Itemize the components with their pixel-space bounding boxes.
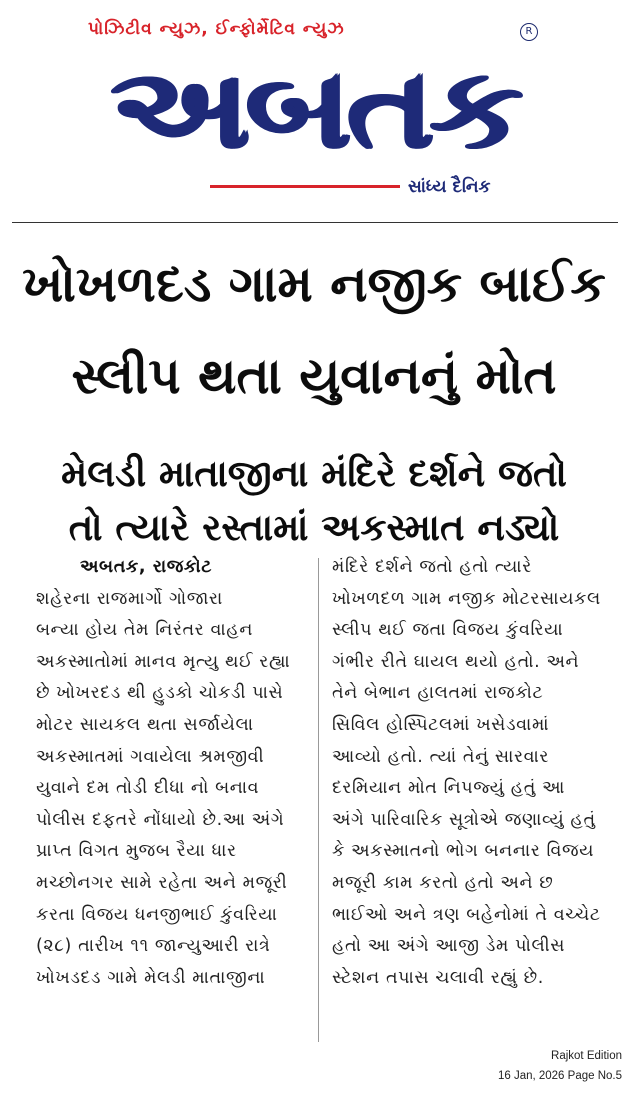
registered-trademark-icon: R xyxy=(520,23,538,41)
article-line: સ્લીપ થઈ જતા વિજય કુંવરિયા xyxy=(332,620,564,641)
article-line: છે ખોખરદડ થી હુડકો ચોકડી પાસે xyxy=(36,683,284,704)
edition-date-page: 16 Jan, 2026 Page No.5 xyxy=(497,1070,622,1082)
masthead-tagline: પોઝિટીવ ન્યુઝ, ઈન્ફોર્મેટિવ ન્યુઝ xyxy=(88,19,345,39)
article-line: આવ્યો હતો. ત્યાં તેનું સારવાર xyxy=(332,746,550,767)
article-column-left xyxy=(36,552,321,1052)
article-line: યુવાને દમ તોડી દીધા નો બનાવ xyxy=(36,778,260,799)
article-line: દરમિયાન મોત નિપજ્યું હતું આ xyxy=(332,778,565,799)
subheadline-line-2: તો ત્યારે રસ્તામાં અકસ્માત નડ્યો xyxy=(68,506,560,549)
headline-line-1: ખોખળદડ ગામ નજીક બાઈક xyxy=(22,255,606,313)
article-line: મોટર સાયકલ થતા સર્જાયેલા xyxy=(36,714,254,735)
article-line: અકસ્માતોમાં માનવ મૃત્યુ થઈ રહ્યા xyxy=(36,651,291,672)
article-line: અકસ્માતમાં ગવાયેલા શ્રમજીવી xyxy=(36,746,265,767)
article-line: પોલીસ દફતરે નોંધાયો છે.આ અંગે xyxy=(36,809,285,830)
edition-bar xyxy=(210,172,540,202)
article-line: મજૂરી કામ કરતો હતો અને છ xyxy=(332,872,554,893)
masthead-divider xyxy=(12,222,618,223)
article-line: શહેરના રાજમાર્ગો ગોજારા xyxy=(36,588,223,609)
article-line: સિવિલ હોસ્પિટલમાં ખસેડવામાં xyxy=(332,714,550,735)
column-divider xyxy=(318,558,319,1042)
article-line: અંગે પારિવારિક સૂત્રોએ જણાવ્યું હતું xyxy=(332,809,596,830)
article-byline: અબતક, રાજકોટ xyxy=(80,557,213,577)
article-line: ભાઈઓ અને ત્રણ બહેનોમાં તે વચ્ચેટ xyxy=(332,904,601,925)
article-line: ખોખડદડ ગામે મેલડી માતાજીના xyxy=(36,967,266,988)
edition-divider-line xyxy=(210,185,400,188)
article-line: મચ્છોનગર સામે રહેતા અને મજૂરી xyxy=(36,872,288,893)
article-line: મંદિરે દર્શને જતો હતો ત્યારે xyxy=(332,557,532,577)
subheadline-line-1: મેલડી માતાજીના મંદિરે દર્શને જતો xyxy=(61,452,567,495)
article-column-right xyxy=(332,552,617,1052)
article-line: બન્યા હોય તેમ નિરંતર વાહન xyxy=(36,620,253,641)
edition-footer xyxy=(460,1046,622,1086)
article-line: ખોખળદળ ગામ નજીક મોટરસાયકલ xyxy=(332,588,601,609)
article-line: કરતા વિજય ધનજીભાઈ કુંવરિયા xyxy=(36,904,278,925)
article-line: કે અકસ્માતનો ભોગ બનનાર વિજય xyxy=(332,841,595,862)
edition-name: Rajkot Edition xyxy=(551,1050,622,1062)
headline-line-2: સ્લીપ થતા યુવાનનું મોત xyxy=(71,347,557,405)
article-line: હતો આ અંગે આજી ડેમ પોલીસ xyxy=(332,936,566,957)
article-line: (૨૮) તારીખ ૧૧ જાન્યુઆરી રાત્રે xyxy=(36,936,271,957)
article-line: ગંભીર રીતે ઘાયલ થયો હતો. અને xyxy=(332,651,580,672)
edition-type-label: સાંધ્ય દૈનિક xyxy=(408,177,491,197)
article-line: સ્ટેશન તપાસ ચલાવી રહ્યું છે. xyxy=(332,967,544,988)
article-line: તેને બેભાન હાલતમાં રાજકોટ xyxy=(332,683,544,704)
newspaper-logo: અબતક xyxy=(110,46,518,172)
masthead xyxy=(0,0,631,222)
article-line: પ્રાપ્ત વિગત મુજબ રૈયા ધાર xyxy=(36,841,237,862)
